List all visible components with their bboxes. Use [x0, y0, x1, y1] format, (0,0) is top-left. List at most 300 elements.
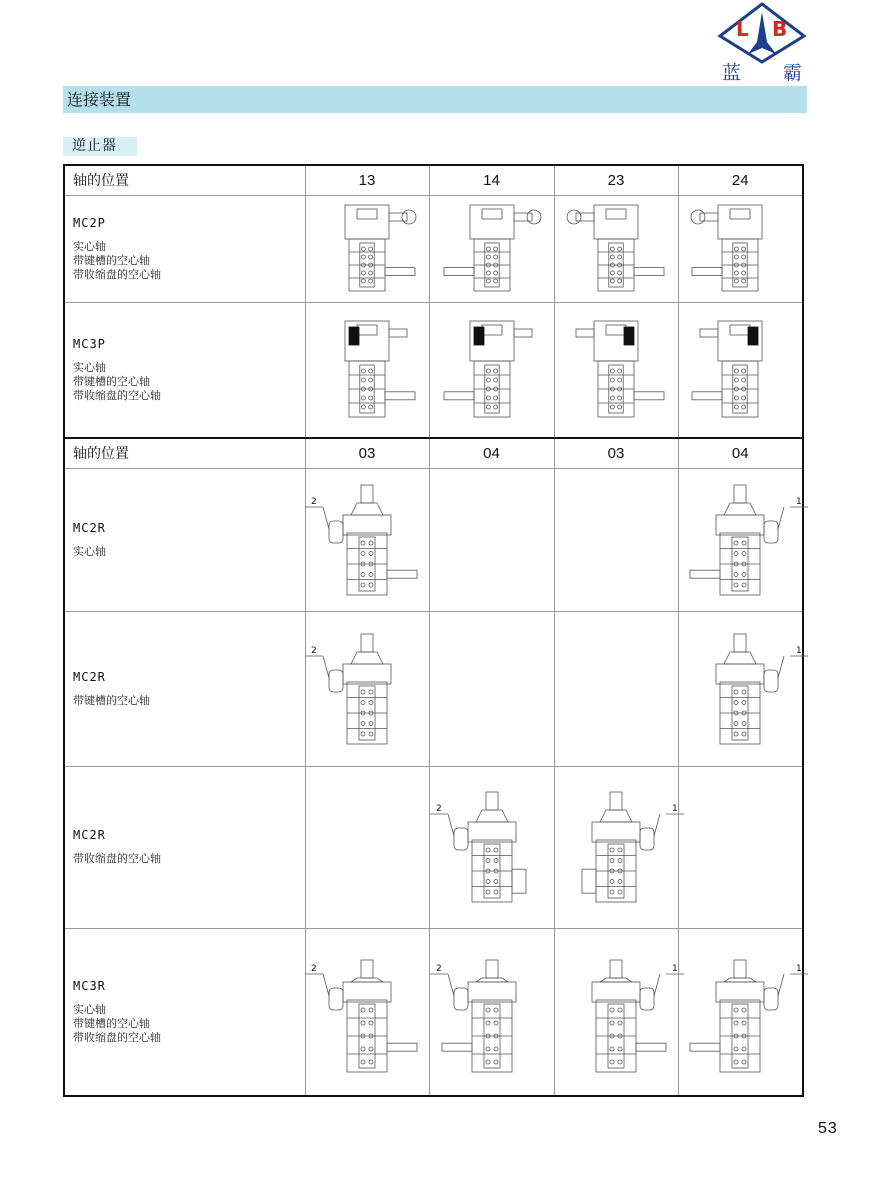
bolt-circle [369, 405, 373, 409]
bolt-circle [486, 247, 490, 251]
bolt-circle [618, 1047, 622, 1051]
gearbox-drawing [307, 475, 427, 605]
bolt-circle [610, 247, 614, 251]
gearbox-upper [343, 515, 391, 535]
bolt-circle [486, 279, 490, 283]
bolt-circle [369, 700, 373, 704]
gearbox-upper [716, 664, 764, 684]
model-desc: 带键槽的空心轴 [73, 1016, 150, 1030]
gearbox-drawing [312, 315, 422, 425]
logo-letter-l: L [736, 17, 749, 41]
bolt-circle [618, 890, 622, 894]
gearbox-neck [724, 503, 756, 515]
bolt-circle [734, 551, 738, 555]
gearbox-drawing [680, 942, 800, 1082]
bolt-circle [618, 880, 622, 884]
bolt-circle [734, 572, 738, 576]
bolt-circle [361, 1060, 365, 1064]
bolt-circle [493, 396, 497, 400]
bolt-circle [742, 541, 746, 545]
callout-line [654, 974, 660, 996]
gearbox-neck [724, 978, 756, 982]
bolt-circle [610, 255, 614, 259]
gearbox-neck [476, 810, 508, 822]
callout-line [448, 814, 454, 836]
callout-label: 2 [311, 496, 317, 507]
diagram-cell [554, 766, 678, 928]
input-shaft [389, 213, 407, 221]
bolt-circle [618, 859, 622, 863]
header-col: 03 [554, 438, 678, 468]
bolt-circle [742, 1021, 746, 1025]
model-desc: 实心轴 [73, 360, 106, 374]
gearbox-drawing [561, 199, 671, 299]
gearbox-upper [470, 205, 514, 239]
model-desc: 带键槽的空心轴 [73, 374, 150, 388]
gearbox-drawing [556, 942, 676, 1082]
bolt-circle [610, 396, 614, 400]
model-desc: 带收缩盘的空心轴 [73, 852, 161, 865]
row-label [64, 468, 305, 611]
bolt-circle [486, 1047, 490, 1051]
backstop-block [474, 327, 484, 345]
bolt-circle [618, 369, 622, 373]
bolt-circle [735, 396, 739, 400]
bolt-circle [735, 255, 739, 259]
backstop-housing [640, 988, 654, 1010]
callout-label: 2 [435, 963, 442, 974]
bolt-circle [494, 1060, 498, 1064]
gearbox-flange [730, 325, 750, 335]
bolt-circle [610, 859, 614, 863]
bolt-circle [369, 369, 373, 373]
output-shaft [690, 1043, 720, 1051]
bolt-circle [742, 700, 746, 704]
model-name: MC2R [73, 520, 106, 535]
gearbox-drawing [432, 782, 552, 912]
header-col: 13 [305, 165, 429, 195]
input-shaft [361, 960, 373, 978]
bolt-circle [610, 378, 614, 382]
input-shaft [514, 213, 532, 221]
output-shaft [634, 267, 664, 275]
diagram-cell [678, 766, 803, 928]
gearbox-drawing [307, 942, 427, 1082]
bolt-circle [493, 271, 497, 275]
bolt-circle [361, 721, 365, 725]
input-shaft [389, 329, 407, 337]
input-shaft [734, 634, 746, 652]
gearbox-drawing [432, 942, 552, 1082]
bolt-circle [486, 378, 490, 382]
diagram-cell [429, 468, 554, 611]
backstop-circle [567, 210, 581, 224]
bolt-circle [742, 405, 746, 409]
bolt-circle [369, 583, 373, 587]
bolt-circle [618, 1021, 622, 1025]
backstop-circle [691, 210, 705, 224]
company-logo [718, 2, 806, 86]
bolt-circle [618, 247, 622, 251]
bolt-circle [610, 848, 614, 852]
bolt-circle [369, 378, 373, 382]
gearbox-upper [343, 664, 391, 684]
gearbox-upper [716, 515, 764, 535]
bolt-circle [494, 890, 498, 894]
bolt-circle [486, 1021, 490, 1025]
bolt-circle [361, 1008, 365, 1012]
gearbox-flange [482, 325, 502, 335]
callout-label: 1 [796, 645, 802, 656]
bolt-circle [735, 279, 739, 283]
bolt-circle [361, 369, 365, 373]
input-shaft [700, 213, 718, 221]
output-shaft [385, 392, 415, 400]
bolt-circle [369, 690, 373, 694]
input-shaft [734, 485, 746, 503]
bolt-circle [494, 848, 498, 852]
diagram-cell [678, 928, 803, 1096]
logo-letter-b: B [772, 17, 788, 41]
table-header-row [64, 438, 803, 468]
diagram-cell [429, 611, 554, 766]
backstop-circle [527, 210, 541, 224]
header-col: 24 [678, 165, 803, 195]
gearbox-neck [476, 978, 508, 982]
output-shaft [387, 1043, 417, 1051]
header-col: 14 [429, 165, 554, 195]
gearbox-flange [357, 325, 377, 335]
gearbox-upper [468, 982, 516, 1002]
input-shaft [576, 329, 594, 337]
header-col: 04 [678, 438, 803, 468]
backstop-block [748, 327, 758, 345]
input-shaft [610, 792, 622, 810]
backstop-circle [402, 210, 416, 224]
model-name: MC2P [73, 215, 106, 230]
mounting-table [63, 164, 804, 1097]
diagram-cell [554, 302, 678, 438]
callout-line [323, 974, 329, 996]
diagram-cell [429, 928, 554, 1096]
bolt-circle [742, 271, 746, 275]
bolt-circle [361, 279, 365, 283]
gearbox-drawing [680, 624, 800, 754]
bolt-circle [618, 378, 622, 382]
model-desc: 带键槽的空心轴 [73, 693, 150, 707]
bolt-circle [361, 572, 365, 576]
bolt-circle [493, 369, 497, 373]
output-shaft [442, 1043, 472, 1051]
gearbox-upper [592, 982, 640, 1002]
gearbox-flange [606, 325, 626, 335]
gearbox-drawing [307, 624, 427, 754]
header-col: 04 [429, 438, 554, 468]
gearbox-neck [351, 503, 383, 515]
model-desc: 实心轴 [73, 1002, 106, 1016]
diagram-cell [554, 195, 678, 302]
diagram-cell [429, 766, 554, 928]
bolt-circle [618, 271, 622, 275]
bolt-circle [610, 369, 614, 373]
bolt-circle [361, 396, 365, 400]
bolt-circle [610, 1060, 614, 1064]
backstop-housing [764, 988, 778, 1010]
page-number: 53 [818, 1120, 838, 1137]
bolt-circle [610, 1047, 614, 1051]
bolt-circle [735, 369, 739, 373]
gearbox-drawing [312, 199, 422, 299]
bolt-circle [369, 541, 373, 545]
shrink-disk [512, 869, 526, 893]
diagram-cell [678, 611, 803, 766]
table-row [64, 468, 803, 611]
bolt-circle [369, 396, 373, 400]
bolt-circle [494, 880, 498, 884]
input-shaft [576, 213, 594, 221]
bolt-circle [734, 732, 738, 736]
bolt-circle [486, 890, 490, 894]
bolt-circle [610, 880, 614, 884]
section-title: 连接装置 [67, 90, 132, 109]
backstop-housing [329, 670, 343, 692]
table-row [64, 611, 803, 766]
bolt-circle [742, 732, 746, 736]
backstop-housing [764, 521, 778, 543]
gearbox-upper [592, 822, 640, 842]
output-shaft [634, 392, 664, 400]
header-label: 轴的位置 [64, 438, 305, 468]
bolt-circle [618, 1060, 622, 1064]
bolt-circle [734, 583, 738, 587]
callout-label: 1 [672, 963, 678, 974]
backstop-housing [329, 988, 343, 1010]
bolt-circle [742, 1047, 746, 1051]
bolt-circle [486, 271, 490, 275]
backstop-housing [640, 828, 654, 850]
bolt-circle [486, 255, 490, 259]
logo-emblem-icon [718, 2, 806, 64]
subsection-title: 逆止器 [72, 138, 117, 154]
input-shaft [700, 329, 718, 337]
input-shaft [514, 329, 532, 337]
bolt-circle [618, 848, 622, 852]
bolt-circle [742, 1060, 746, 1064]
callout-line [323, 507, 329, 529]
callout-line [778, 507, 784, 529]
bolt-circle [742, 572, 746, 576]
bolt-circle [369, 1047, 373, 1051]
output-shaft [385, 267, 415, 275]
bolt-circle [493, 378, 497, 382]
bolt-circle [618, 396, 622, 400]
output-shaft [636, 1043, 666, 1051]
diagram-cell [305, 302, 429, 438]
diagram-cell [305, 195, 429, 302]
table-row [64, 766, 803, 928]
gearbox-upper [594, 205, 638, 239]
bolt-circle [361, 378, 365, 382]
input-shaft [486, 960, 498, 978]
backstop-block [624, 327, 634, 345]
bolt-circle [734, 1021, 738, 1025]
bolt-circle [734, 690, 738, 694]
callout-label: 1 [796, 963, 802, 974]
bolt-circle [742, 551, 746, 555]
diagram-cell [678, 302, 803, 438]
bolt-circle [610, 405, 614, 409]
backstop-housing [329, 521, 343, 543]
bolt-circle [610, 890, 614, 894]
gearbox-drawing [685, 315, 795, 425]
gearbox-drawing [437, 199, 547, 299]
bolt-circle [493, 279, 497, 283]
gearbox-upper [716, 982, 764, 1002]
diagram-cell [429, 195, 554, 302]
backstop-housing [454, 988, 468, 1010]
diagram-cell [305, 468, 429, 611]
callout-line [778, 656, 784, 678]
callout-label: 1 [796, 496, 802, 507]
output-shaft [444, 267, 474, 275]
gearbox-drawing [561, 315, 671, 425]
callout-label: 1 [672, 804, 678, 814]
logo-char-2: 霸 [782, 62, 802, 84]
diagram-cell [554, 928, 678, 1096]
diagram-cell [554, 611, 678, 766]
bolt-circle [369, 279, 373, 283]
output-shaft [692, 267, 722, 275]
bolt-circle [742, 378, 746, 382]
header-col: 23 [554, 165, 678, 195]
bolt-circle [734, 700, 738, 704]
bolt-circle [618, 405, 622, 409]
model-name: MC3P [73, 336, 106, 351]
bolt-circle [369, 1060, 373, 1064]
bolt-circle [742, 583, 746, 587]
bolt-circle [361, 271, 365, 275]
bolt-circle [734, 1047, 738, 1051]
bolt-circle [735, 271, 739, 275]
bolt-circle [494, 1008, 498, 1012]
bolt-circle [734, 721, 738, 725]
gearbox-neck [351, 652, 383, 664]
output-shaft [692, 392, 722, 400]
model-desc: 带收缩盘的空心轴 [73, 388, 161, 402]
bolt-circle [486, 369, 490, 373]
model-name: MC2R [73, 669, 106, 684]
gearbox-flange [730, 209, 750, 219]
header-label: 轴的位置 [64, 165, 305, 195]
output-shaft [387, 570, 417, 578]
bolt-circle [742, 279, 746, 283]
table-row [64, 195, 803, 302]
bolt-circle [361, 583, 365, 587]
gearbox-neck [600, 810, 632, 822]
bolt-circle [361, 690, 365, 694]
row-label [64, 302, 305, 438]
table-row [64, 302, 803, 438]
callout-line [654, 814, 660, 836]
bolt-circle [486, 1008, 490, 1012]
diagram-cell [678, 195, 803, 302]
model-name: MC3R [73, 978, 106, 993]
bolt-circle [369, 551, 373, 555]
bolt-circle [486, 405, 490, 409]
bolt-circle [618, 255, 622, 259]
shrink-disk [582, 869, 596, 893]
output-shaft [690, 570, 720, 578]
model-desc: 实心轴 [73, 544, 106, 558]
callout-label: 2 [435, 804, 442, 814]
section-header [63, 86, 807, 113]
bolt-circle [610, 271, 614, 275]
callout-label: 2 [311, 645, 317, 656]
output-shaft [444, 392, 474, 400]
callout-line [778, 974, 784, 996]
model-desc: 带收缩盘的空心轴 [73, 1030, 161, 1044]
bolt-circle [735, 247, 739, 251]
bolt-circle [369, 1008, 373, 1012]
bolt-circle [742, 369, 746, 373]
bolt-circle [493, 255, 497, 259]
bolt-circle [486, 396, 490, 400]
logo-char-1: 蓝 [722, 62, 742, 84]
bolt-circle [742, 1008, 746, 1012]
gearbox-upper [343, 982, 391, 1002]
gearbox-upper [468, 822, 516, 842]
bolt-circle [369, 247, 373, 251]
header-col: 03 [305, 438, 429, 468]
bolt-circle [486, 1060, 490, 1064]
gearbox-drawing [437, 315, 547, 425]
input-shaft [486, 792, 498, 810]
diagram-cell [429, 302, 554, 438]
bolt-circle [369, 1021, 373, 1025]
bolt-circle [734, 1060, 738, 1064]
diagram-cell [305, 928, 429, 1096]
bolt-circle [494, 1021, 498, 1025]
gearbox-neck [600, 978, 632, 982]
bolt-circle [493, 405, 497, 409]
bolt-circle [361, 405, 365, 409]
bolt-circle [618, 279, 622, 283]
bolt-circle [734, 1008, 738, 1012]
bolt-circle [610, 279, 614, 283]
backstop-block [349, 327, 359, 345]
bolt-circle [361, 551, 365, 555]
table-row [64, 928, 803, 1096]
row-label [64, 195, 305, 302]
bolt-circle [735, 405, 739, 409]
gearbox-drawing [680, 475, 800, 605]
bolt-circle [369, 732, 373, 736]
callout-line [448, 974, 454, 996]
gearbox-neck [724, 652, 756, 664]
input-shaft [361, 485, 373, 503]
bolt-circle [742, 721, 746, 725]
row-label [64, 766, 305, 928]
bolt-circle [369, 271, 373, 275]
bolt-circle [493, 247, 497, 251]
gearbox-upper [345, 205, 389, 239]
bolt-circle [486, 880, 490, 884]
model-name: MC2R [73, 828, 106, 842]
gearbox-flange [482, 209, 502, 219]
bolt-circle [610, 1008, 614, 1012]
row-label [64, 611, 305, 766]
model-desc: 实心轴 [73, 239, 106, 253]
